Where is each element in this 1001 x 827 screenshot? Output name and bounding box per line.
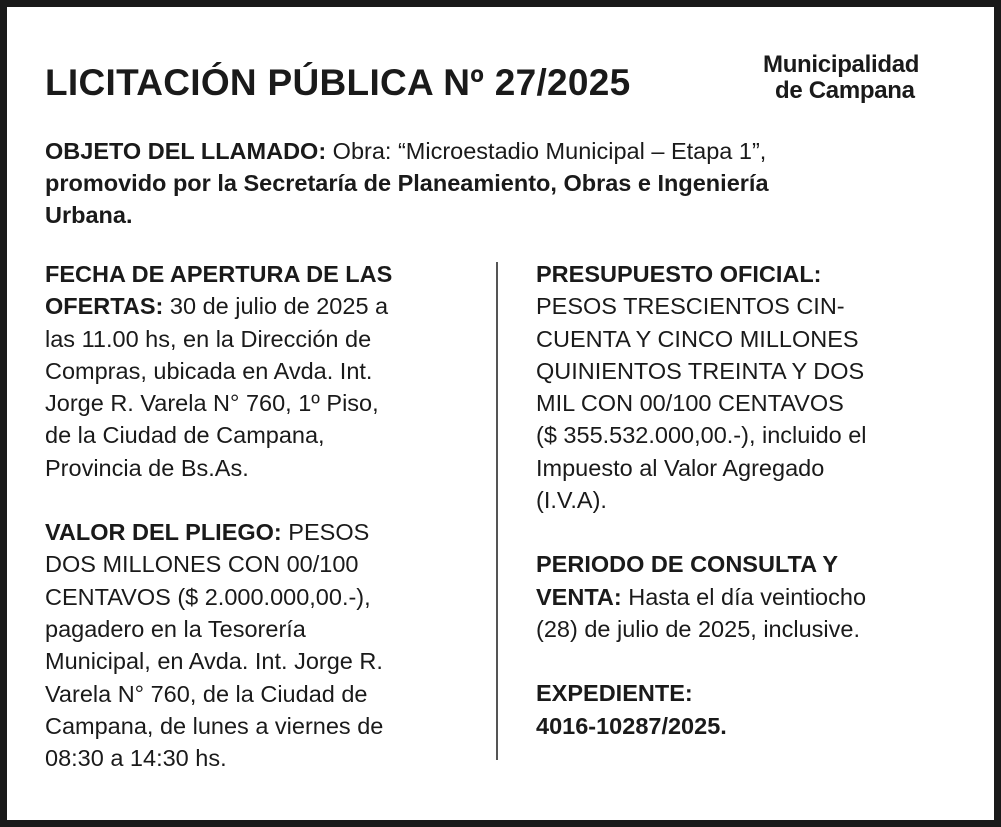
fecha-apertura-section xyxy=(45,258,475,484)
fecha-label-2: OFERTAS: xyxy=(45,293,164,320)
periodo-text-3: (28) de julio de 2025, inclusive. xyxy=(536,615,860,642)
presupuesto-text-7: Impuesto al Valor Agregado xyxy=(536,454,825,481)
fecha-text-6: de la Ciudad de Campana, xyxy=(45,422,325,449)
logo-line-1: Municipalidad xyxy=(763,51,920,78)
presupuesto-text-3: CUENTA Y CINCO MILLONES xyxy=(536,325,859,352)
fecha-text-2: 30 de julio de 2025 a xyxy=(169,293,389,320)
periodo-section xyxy=(536,548,966,645)
objeto-text-3: Urbana. xyxy=(45,202,133,228)
fecha-text-5: Jorge R. Varela N° 760, 1º Piso, xyxy=(45,390,379,417)
valor-text-7: Campana, de lunes a viernes de xyxy=(45,712,384,739)
periodo-label-1: PERIODO DE CONSULTA Y xyxy=(536,551,839,578)
expediente-number: 4016-10287/2025. xyxy=(536,712,727,739)
expediente-section xyxy=(536,677,966,742)
presupuesto-text-4: QUINIENTOS TREINTA Y DOS xyxy=(536,357,865,384)
valor-text-4: pagadero en la Tesorería xyxy=(45,615,306,642)
valor-text-5: Municipal, en Avda. Int. Jorge R. xyxy=(45,648,383,675)
fecha-label-1: FECHA DE APERTURA DE LAS xyxy=(45,261,393,287)
valor-text-8: 08:30 a 14:30 hs. xyxy=(45,745,227,772)
right-column xyxy=(536,258,966,774)
valor-text-6: Varela N° 760, de la Ciudad de xyxy=(45,680,368,707)
periodo-label-2: VENTA: xyxy=(536,583,622,610)
valor-pliego-section xyxy=(45,516,475,774)
presupuesto-text-5: MIL CON 00/100 CENTAVOS xyxy=(536,390,844,417)
objeto-label: OBJETO DEL LLAMADO: xyxy=(45,138,327,164)
fecha-text-3: las 11.00 hs, en la Dirección de xyxy=(45,325,372,352)
presupuesto-text-8: (I.V.A). xyxy=(536,487,607,514)
column-divider xyxy=(496,262,498,760)
fecha-text-4: Compras, ubicada en Avda. Int. xyxy=(45,357,373,384)
valor-text-3: CENTAVOS ($ 2.000.000,00.-), xyxy=(45,583,371,610)
valor-label: VALOR DEL PLIEGO: xyxy=(45,519,282,546)
municipality-logo xyxy=(763,52,919,104)
presupuesto-text-2: PESOS TRESCIENTOS CIN- xyxy=(536,293,845,320)
objeto-text-2: promovido por la Secretaría de Planeamiento, Obras e Ingeniería xyxy=(45,170,769,196)
valor-text-1: PESOS xyxy=(288,519,370,546)
expediente-label: EXPEDIENTE: xyxy=(536,680,693,707)
presupuesto-label: PRESUPUESTO OFICIAL: xyxy=(536,261,822,287)
fecha-text-7: Provincia de Bs.As. xyxy=(45,454,249,481)
periodo-text-2: Hasta el día veintiocho xyxy=(628,583,867,610)
left-column xyxy=(45,258,475,806)
page-title: LICITACIÓN PÚBLICA Nº 27/2025 xyxy=(45,62,631,103)
logo-line-2: de Campana xyxy=(775,77,915,104)
objeto-section xyxy=(45,135,945,231)
objeto-text-1: Obra: “Microestadio Municipal – Etapa 1”, xyxy=(332,138,767,164)
valor-text-2: DOS MILLONES CON 00/100 xyxy=(45,551,359,578)
presupuesto-section xyxy=(536,258,966,516)
presupuesto-text-6: ($ 355.532.000,00.-), incluido el xyxy=(536,422,867,449)
